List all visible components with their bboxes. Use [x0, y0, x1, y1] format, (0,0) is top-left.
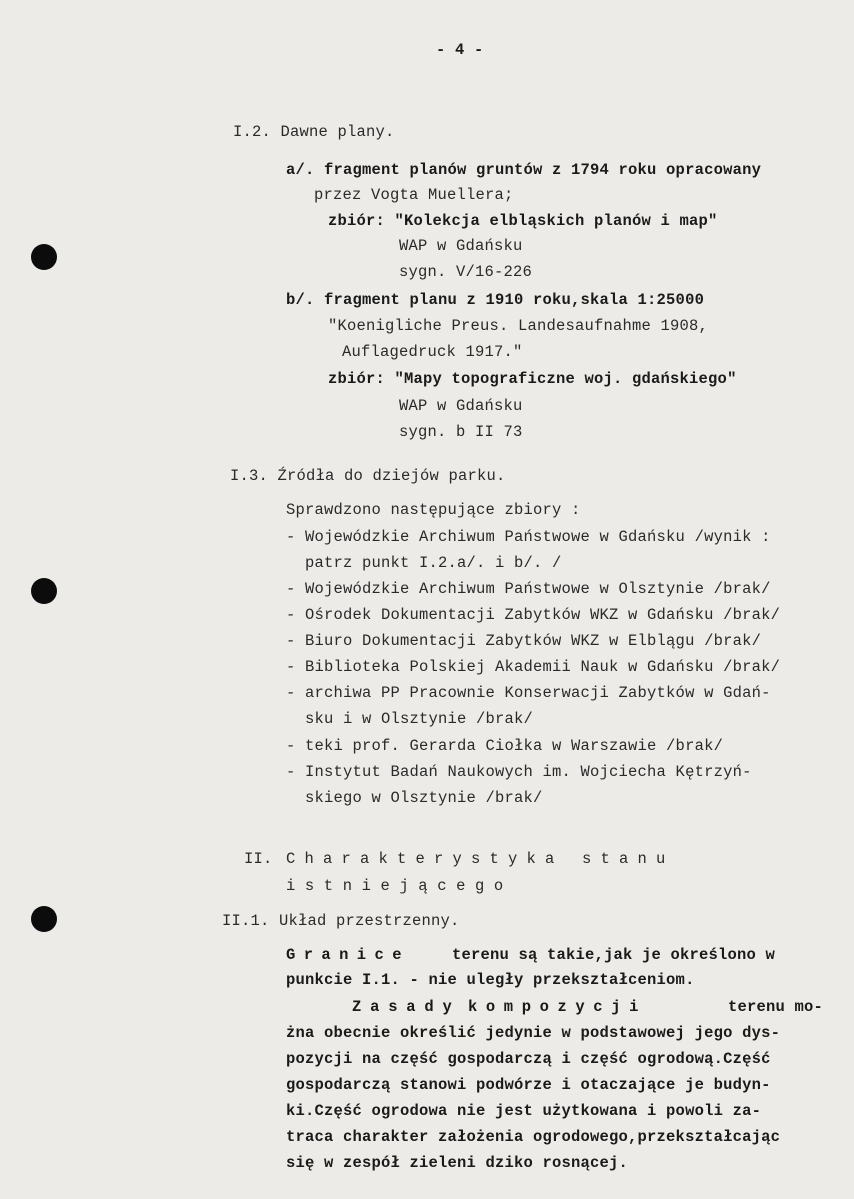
- paragraph-line: żna obecnie określić jedynie w podstawowej jego dys-: [286, 1024, 781, 1042]
- page-number: - 4 -: [436, 41, 484, 59]
- item-a-line: a/. fragment planów gruntów z 1794 roku opracowany: [286, 161, 762, 179]
- item-a-line: sygn. V/16-226: [399, 263, 533, 281]
- source-list-item: - teki prof. Gerarda Ciołka w Warszawie /brak/: [286, 737, 724, 755]
- section-number-ii: II.: [244, 850, 273, 868]
- item-a-line: zbiór: "Kolekcja elbląskich planów i map": [328, 212, 718, 230]
- item-b-line: b/. fragment planu z 1910 roku,skala 1:25000: [286, 291, 705, 309]
- spaced-term: kompozycji: [468, 998, 648, 1016]
- sources-intro: Sprawdzono następujące zbiory :: [286, 501, 581, 519]
- section-heading-i3: I.3. Źródła do dziejów parku.: [230, 467, 506, 485]
- paragraph-line: się w zespół zieleni dziko rosnącej.: [286, 1154, 629, 1172]
- section-heading-ii-cont: istniejącego: [286, 877, 513, 895]
- item-b-line: Auflagedruck 1917.": [342, 343, 523, 361]
- source-list-item: - Ośrodek Dokumentacji Zabytków WKZ w Gdańsku /brak/: [286, 606, 781, 624]
- punch-hole-bottom: [31, 906, 57, 932]
- source-list-item: sku i w Olsztynie /brak/: [305, 710, 534, 728]
- paragraph-line: pozycji na część gospodarczą i część ogrodową.Część: [286, 1050, 771, 1068]
- paragraph-line: terenu mo-: [728, 998, 824, 1016]
- source-list-item: patrz punkt I.2.a/. i b/. /: [305, 554, 562, 572]
- item-b-line: zbiór: "Mapy topograficzne woj. gdańskiego": [328, 370, 737, 388]
- source-list-item: - Biuro Dokumentacji Zabytków WKZ w Elblągu /brak/: [286, 632, 762, 650]
- source-list-item: - archiwa PP Pracownie Konserwacji Zabytków w Gdań-: [286, 684, 771, 702]
- paragraph-line: terenu są takie,jak je określono w: [452, 946, 776, 964]
- punch-hole-top: [31, 244, 57, 270]
- item-b-line: WAP w Gdańsku: [399, 397, 523, 415]
- source-list-item: skiego w Olsztynie /brak/: [305, 789, 543, 807]
- section-heading-ii: Charakterystyka stanu: [286, 850, 675, 868]
- source-list-item: - Biblioteka Polskiej Akademii Nauk w Gdańsku /brak/: [286, 658, 781, 676]
- punch-hole-middle: [31, 578, 57, 604]
- section-heading-i2: I.2. Dawne plany.: [233, 123, 395, 141]
- paragraph-line: punkcie I.1. - nie uległy przekształceniom.: [286, 971, 695, 989]
- section-heading-ii1: II.1. Układ przestrzenny.: [222, 912, 460, 930]
- source-list-item: - Instytut Badań Naukowych im. Wojciecha Kętrzyń-: [286, 763, 752, 781]
- source-list-item: - Wojewódzkie Archiwum Państwowe w Olsztynie /brak/: [286, 580, 771, 598]
- item-a-line: przez Vogta Muellera;: [314, 186, 514, 204]
- source-list-item: - Wojewódzkie Archiwum Państwowe w Gdańsku /wynik :: [286, 528, 771, 546]
- paragraph-line: traca charakter założenia ogrodowego,przekształcając: [286, 1128, 781, 1146]
- paragraph-line: ki.Część ogrodowa nie jest użytkowana i powoli za-: [286, 1102, 762, 1120]
- spaced-term: Granice: [286, 946, 410, 964]
- item-a-line: WAP w Gdańsku: [399, 237, 523, 255]
- item-b-line: "Koenigliche Preus. Landesaufnahme 1908,: [328, 317, 709, 335]
- spaced-term: Zasady: [352, 998, 461, 1016]
- paragraph-line: gospodarczą stanowi podwórze i otaczające je budyn-: [286, 1076, 771, 1094]
- item-b-line: sygn. b II 73: [399, 423, 523, 441]
